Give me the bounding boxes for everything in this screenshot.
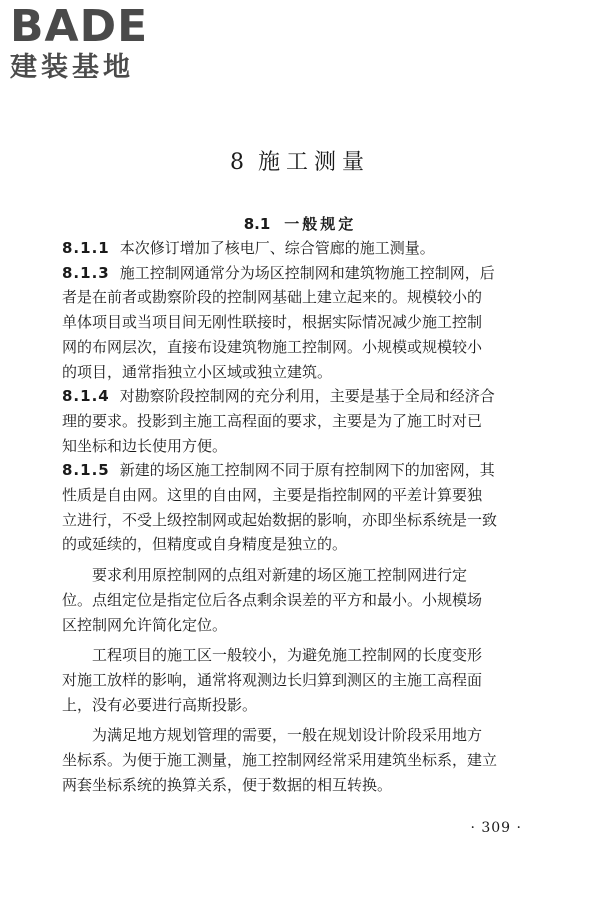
text-line: 上，没有必要进行高斯投影。 bbox=[62, 695, 258, 714]
text-line: 理的要求。投影到主施工高程面的要求，主要是为了施工时对已 bbox=[62, 411, 483, 430]
text-line: 要求利用原控制网的点组对新建的场区施工控制网进行定 bbox=[92, 566, 468, 585]
brand-logo bbox=[10, 2, 180, 84]
text-line: 对施工放样的影响，通常将观测边长归算到测区的主施工高程面 bbox=[62, 670, 483, 689]
clause-8-1-3 bbox=[62, 261, 542, 385]
logo-text-cn: 建装基地 bbox=[10, 52, 134, 83]
paragraph-coordinate-system bbox=[62, 723, 542, 797]
clause-8-1-4 bbox=[62, 384, 542, 458]
clause-8-1-1 bbox=[62, 236, 542, 261]
text-line: 8.1.5 新建的场区施工控制网不同于原有控制网下的加密网，其 bbox=[62, 461, 495, 480]
paragraph-positioning bbox=[62, 563, 542, 637]
text-line: 立进行，不受上级控制网或起始数据的影响，亦即坐标系统是一致 bbox=[62, 510, 498, 529]
section-heading bbox=[0, 213, 600, 234]
text-line: 工程项目的施工区一般较小，为避免施工控制网的长度变形 bbox=[92, 646, 483, 665]
text-line: 的项目，通常指独立小区域或独立建筑。 bbox=[62, 362, 333, 381]
text-line: 位。点组定位是指定位后各点剩余误差的平方和最小。小规模场 bbox=[62, 590, 483, 609]
text-line: 两套坐标系统的换算关系，便于数据的相互转换。 bbox=[62, 775, 393, 794]
text-line: 者是在前者或勘察阶段的控制网基础上建立起来的。规模较小的 bbox=[62, 288, 483, 307]
clause-number: 8.1.4 bbox=[62, 387, 110, 406]
text-line: 知坐标和边长使用方便。 bbox=[62, 436, 228, 455]
text-line: 性质是自由网。这里的自由网，主要是指控制网的平差计算要独 bbox=[62, 486, 483, 505]
paragraph-projection bbox=[62, 643, 542, 717]
page-number: · 309 · bbox=[470, 820, 522, 836]
text-line: 8.1.3 施工控制网通常分为场区控制网和建筑物施工控制网，后 bbox=[62, 263, 495, 282]
text-line: 坐标系。为便于施工测量，施工控制网经常采用建筑坐标系，建立 bbox=[62, 751, 498, 770]
text-line: 单体项目或当项目间无刚性联接时，根据实际情况减少施工控制 bbox=[62, 313, 483, 332]
text-line: 的或延续的，但精度或自身精度是独立的。 bbox=[62, 535, 348, 554]
section-number: 8.1 bbox=[243, 215, 271, 233]
clause-number: 8.1.3 bbox=[62, 263, 110, 282]
clause-8-1-5 bbox=[62, 458, 542, 557]
text-line: 8.1.4 对勘察阶段控制网的充分利用，主要是基于全局和经济合 bbox=[62, 387, 495, 406]
text-line: 8.1.1 本次修订增加了核电厂、综合管廊的施工测量。 bbox=[62, 239, 435, 257]
logo-text-en: BADE bbox=[10, 1, 149, 52]
chapter-heading bbox=[0, 145, 600, 176]
body-text bbox=[62, 236, 542, 797]
chapter-number: 8 bbox=[229, 150, 244, 175]
chapter-title: 施工测量 bbox=[257, 150, 370, 175]
clause-number: 8.1.1 bbox=[62, 239, 110, 257]
text-line: 网的布网层次，直接布设建筑物施工控制网。小规模或规模较小 bbox=[62, 337, 483, 356]
text-line: 为满足地方规划管理的需要，一般在规划设计阶段采用地方 bbox=[92, 726, 483, 745]
clause-number: 8.1.5 bbox=[62, 461, 110, 480]
text-line: 区控制网允许简化定位。 bbox=[62, 615, 228, 634]
section-title: 一般规定 bbox=[284, 215, 357, 233]
